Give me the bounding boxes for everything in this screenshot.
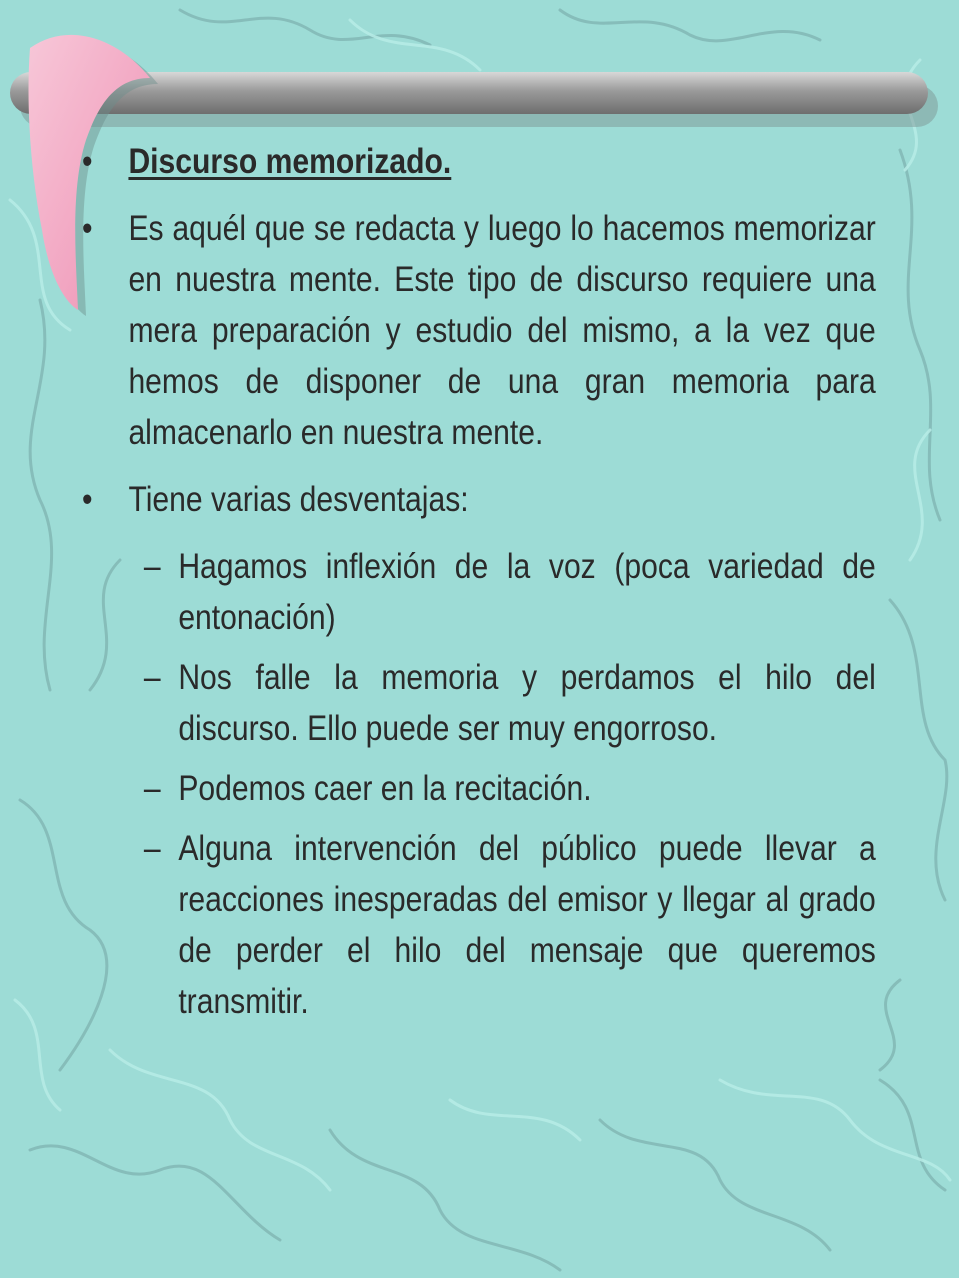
dash-marker: – <box>143 658 161 697</box>
sub-item <box>82 652 876 754</box>
disadvantage-text: Nos falle la memoria y perdamos el hilo del discurso. Ello puede ser muy engorroso. <box>178 658 876 748</box>
bullet-marker: • <box>82 142 93 181</box>
disadvantage-text: Hagamos inflexión de la voz (poca variedad de entonación) <box>178 547 876 637</box>
bullet-marker: • <box>82 480 93 519</box>
disadvantage-text: Podemos caer en la recitación. <box>178 769 592 808</box>
dash-marker: – <box>143 547 161 586</box>
bullet-paragraph <box>82 203 876 458</box>
bullet-disadvantages-intro <box>82 474 876 525</box>
sub-item <box>82 763 876 814</box>
dash-marker: – <box>143 769 161 808</box>
sub-item <box>82 823 876 1027</box>
sub-item <box>82 541 876 643</box>
disadvantages-intro: Tiene varias desventajas: <box>128 480 469 519</box>
slide-content <box>82 136 876 1036</box>
slide-heading: Discurso memorizado. <box>128 142 452 181</box>
bullet-marker: • <box>82 209 93 248</box>
bullet-heading <box>82 136 876 187</box>
dash-marker: – <box>143 829 161 868</box>
description-paragraph: Es aquél que se redacta y luego lo hacemos memorizar en nuestra mente. Este tipo de discurso requiere una mera preparación y estudio del mismo, a la vez que hemos de disponer de una gran memoria para almacenarlo en nuestra mente. <box>128 209 876 452</box>
disadvantage-text: Alguna intervención del público puede llevar a reacciones inesperadas del emisor y llegar al grado de perder el hilo del mensaje que queremos transmitir. <box>178 829 876 1021</box>
